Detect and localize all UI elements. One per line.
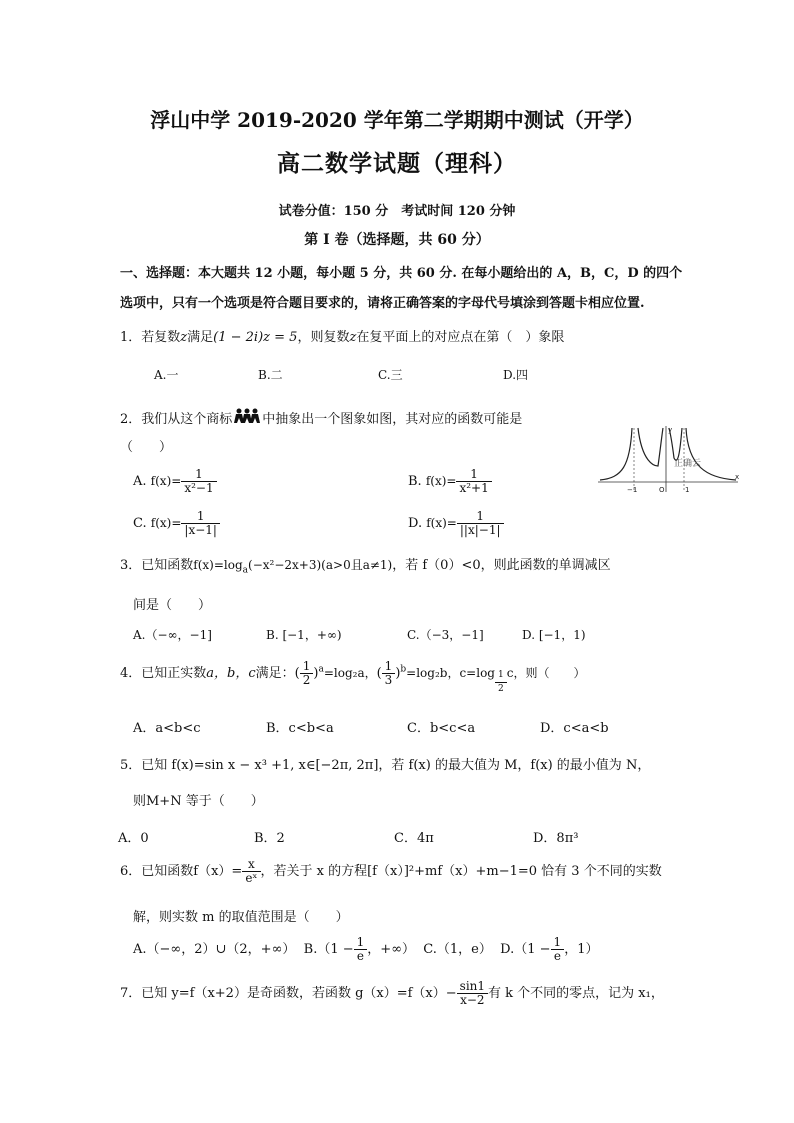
q2-opt-d-fx: f(x)= xyxy=(426,516,457,530)
q3-func-sub: a xyxy=(242,565,249,576)
q6-frac: $\frac{x}{\text{eˣ}}$ xyxy=(242,858,260,885)
q2-opt-a-fx: f(x)= xyxy=(150,474,182,488)
q5-option-d: D．8π³ xyxy=(533,831,579,846)
q6-options xyxy=(133,936,598,963)
q4-exp-a: a xyxy=(318,664,324,675)
question-4-stem: 4．已知正实数a，b，c满足：( $\frac{1}{2}$ )$^a$=log₂a，( $\frac{1}{3}$ )$^b$=log₂b，c=log $\frac{1}{2}$ c，则（ ） xyxy=(120,659,586,694)
q2-opt-a-frac: $\frac{1}{\text{x²−1}}$ xyxy=(181,468,216,495)
q6-option-b-a: B.（1 − xyxy=(303,942,354,957)
q1-option-c: C.三 xyxy=(378,368,403,382)
school-title: 浮山中学 2019-2020 学年第二学期期中测试（开学） xyxy=(150,108,644,132)
q1-stem-a: 1．若复数 xyxy=(120,330,181,345)
q3-func-arg: (−x²−2x+3)(a>0且a≠1) xyxy=(248,558,393,572)
q3-stem-line2: 间是（ ） xyxy=(133,598,212,613)
q2-opt-b-label: B. xyxy=(408,474,422,489)
graph-curve-right xyxy=(686,428,736,480)
q2-opt-b-fx: f(x)= xyxy=(425,474,457,488)
graph-x-label: x xyxy=(735,473,740,481)
q4-log-base-frac: $\frac{1}{2}$ xyxy=(495,669,507,696)
q1-option-a: A.一 xyxy=(154,368,179,382)
q1-stem-d: 在复平面上的对应点在第（ ）象限 xyxy=(356,330,565,345)
q1-var-2: z xyxy=(349,330,357,345)
q4-eq3: c=log xyxy=(459,666,495,680)
graph-pos1-label: 1 xyxy=(685,486,690,494)
q2-opt-a-label: A. xyxy=(133,474,147,489)
q1-stem-c: ，则复数 xyxy=(297,330,350,345)
q4-option-b: B．c<b<a xyxy=(266,721,334,736)
question-1-stem xyxy=(120,326,564,345)
graph-neg1-label: −1 xyxy=(627,486,638,494)
q1-option-b: B.二 xyxy=(258,368,283,382)
question-7-stem xyxy=(120,980,664,1007)
q2-option-a xyxy=(133,468,217,495)
q6-option-c: C.（1，e） xyxy=(423,942,492,957)
q7-frac: $\frac{\sin 1}{x-2}$ xyxy=(457,980,488,1007)
q4-stem-a: 4．已知正实数 xyxy=(120,666,207,681)
instructions-line2: 选项中，只有一个选项是符合题目要求的，请将正确答案的字母代号填涂到答题卡相应位置. xyxy=(120,296,645,311)
q2-opt-c-frac: $\frac{1}{|x-1|}$ xyxy=(181,510,220,537)
graph-watermark: 正确云 xyxy=(674,459,702,469)
question-3-stem xyxy=(120,554,611,576)
q6-option-d-a: D.（1 − xyxy=(500,942,551,957)
q2-opt-c-label: C. xyxy=(133,516,147,531)
q2-opt-b-frac: $\frac{1}{\text{x²+1}}$ xyxy=(456,468,491,495)
q6-stem-line2: 解，则实数 m 的取值范围是（ ） xyxy=(133,910,349,925)
instructions-line1: 一、选择题：本大题共 12 小题，每小题 5 分，共 60 分. 在每小题给出的 A，B，C，D 的四个 xyxy=(120,266,683,281)
subject-title: 高二数学试题（理科） xyxy=(277,150,517,177)
question-5-stem: 5．已知 f(x)=sin x − x³ +1, x∈[−2π, 2π]，若 f(x) 的最大值为 M，f(x) 的最小值为 N， xyxy=(120,758,651,773)
q5-option-a: A．0 xyxy=(118,831,149,846)
q4-half-frac: $\frac{1}{2}$ xyxy=(300,660,314,687)
q3-stem-a: 3．已知函数 xyxy=(120,558,194,573)
q4-option-a: A．a<b<c xyxy=(133,721,201,736)
q3-option-c: C.（−3，−1] xyxy=(407,628,484,642)
q2-stem-b: 中抽象出一个图象如图，其对应的函数可能是 xyxy=(262,412,523,427)
q2-opt-c-fx: f(x)= xyxy=(150,516,182,530)
q4-eq1: =log₂a， xyxy=(323,666,377,680)
graph-origin-label: O xyxy=(659,486,665,494)
q2-option-d xyxy=(408,510,504,537)
q4-third-frac: $\frac{1}{3}$ xyxy=(382,660,396,687)
exam-info: 试卷分值：150 分 考试时间 120 分钟 xyxy=(278,204,516,219)
question-6-stem xyxy=(120,858,662,885)
q1-option-d: D.四 xyxy=(503,368,529,382)
q2-function-graph xyxy=(596,422,742,496)
q2-option-c xyxy=(133,510,220,537)
logo-icon xyxy=(232,407,262,425)
q4-eq2: =log₂b， xyxy=(406,666,460,680)
q3-option-d: D. [−1，1) xyxy=(522,628,586,642)
q3-option-a: A.（−∞，−1] xyxy=(133,628,212,642)
graph-curve-left xyxy=(600,428,632,480)
q3-stem-b: ，若 f（0）<0，则此函数的单调减区 xyxy=(392,558,611,573)
q4-option-c: C．b<c<a xyxy=(407,721,476,736)
q2-option-b xyxy=(408,468,492,495)
q6-option-b-b: ，+∞） xyxy=(367,942,416,957)
q3-func: f(x)=log xyxy=(193,558,243,572)
q1-equation: (1 − 2i)z = 5 xyxy=(213,330,298,345)
q2-opt-d-frac: $\frac{1}{||x|-1|}$ xyxy=(457,510,504,537)
q1-var: z xyxy=(180,330,188,345)
graph-y-label: y xyxy=(668,426,673,434)
graph-curve-middle-left xyxy=(638,428,663,466)
q4-vars: a，b，c xyxy=(206,666,256,681)
q6-stem-fx: f（x）= xyxy=(193,864,243,879)
q6-option-a: A.（−∞，2）∪（2，+∞） xyxy=(133,942,296,957)
q5-option-c: C．4π xyxy=(394,831,434,846)
q4-option-d: D．c<a<b xyxy=(540,721,609,736)
q2-stem-a: 2．我们从这个商标 xyxy=(120,412,233,427)
q6-option-b-frac: $\frac{1}{e}$ xyxy=(354,936,368,963)
q4-stem-b: 满足： xyxy=(255,666,295,681)
q7-stem-b: 有 k 个不同的零点，记为 x₁， xyxy=(488,986,664,1001)
q3-option-b: B. [−1，+∞) xyxy=(266,628,342,642)
q4-eq3-tail: c，则（ ） xyxy=(506,666,586,680)
q5-stem-line2: 则M+N 等于（ ） xyxy=(133,794,264,809)
q7-stem-a: 7．已知 y=f（x+2）是奇函数，若函数 g（x）=f（x）− xyxy=(120,986,457,1001)
q2-opt-d-label: D. xyxy=(408,516,423,531)
question-2-stem xyxy=(120,407,522,427)
q1-stem-b: 满足 xyxy=(187,330,214,345)
q6-option-d-b: ，1） xyxy=(564,942,599,957)
q6-stem-b: ，若关于 x 的方程[f（x）]²+mf（x）+m−1=0 恰有 3 个不同的实数 xyxy=(260,864,662,879)
q4-exp-b: b xyxy=(400,664,407,675)
part-title: 第 I 卷（选择题，共 60 分） xyxy=(304,232,490,248)
q6-stem-a: 6．已知函数 xyxy=(120,864,194,879)
q6-option-d-frac: $\frac{1}{e}$ xyxy=(551,936,565,963)
q5-option-b: B．2 xyxy=(254,831,285,846)
q2-paren: （ ） xyxy=(120,440,173,455)
